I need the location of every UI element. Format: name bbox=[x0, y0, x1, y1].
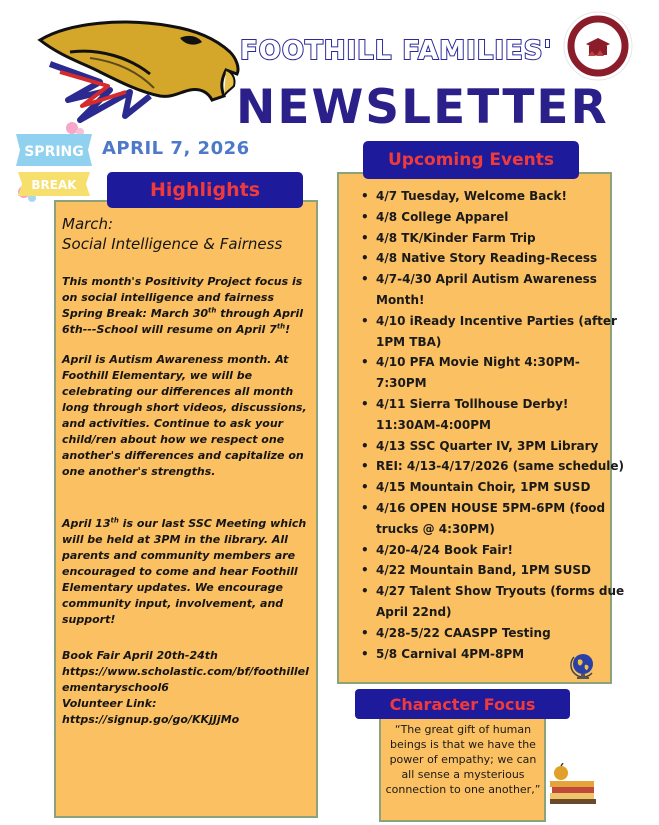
volunteer-label: Volunteer Link: bbox=[62, 697, 157, 710]
globe-icon bbox=[568, 651, 598, 681]
books-apple-icon bbox=[548, 763, 598, 805]
event-item: • 4/20-4/24 Book Fair! bbox=[376, 540, 626, 561]
event-item: • 4/10 PFA Movie Night 4:30PM-7:30PM bbox=[376, 352, 626, 394]
ssc-meeting-paragraph: April 13th is our last SSC Meeting which will be held at 3PM in the library. All parents and community members are encouraged to come and hear Foothill Elementary updates. We encourage community input, involvement, and support! bbox=[62, 516, 307, 626]
event-item: • 4/28-5/22 CAASPP Testing bbox=[376, 623, 626, 644]
event-item: • REI: 4/13-4/17/2026 (same schedule) bbox=[376, 456, 626, 477]
highlights-heading: Highlights bbox=[107, 172, 303, 208]
highlights-focus-heading: Social Intelligence & Fairness bbox=[62, 235, 283, 253]
hawk-mascot-logo bbox=[30, 12, 245, 127]
district-seal-logo bbox=[562, 10, 634, 82]
highlights-month-heading: March: bbox=[62, 215, 114, 233]
positivity-paragraph: This month's Positivity Project focus is on social intelligence and fairness Spring Break: March 30th through April 6th---School will resume on April 7th! bbox=[62, 275, 304, 336]
event-item: • 4/11 Sierra Tollhouse Derby! 11:30AM-4:00PM bbox=[376, 394, 626, 436]
book-fair-paragraph bbox=[62, 648, 312, 728]
character-quote: “The great gift of human beings is that we have the power of empathy; we can all sense a mysterious connection to one another,” bbox=[385, 723, 541, 796]
events-list bbox=[356, 186, 626, 664]
book-fair-dates: Book Fair April 20th-24th bbox=[62, 649, 218, 662]
event-item: • 4/13 SSC Quarter IV, 3PM Library bbox=[376, 436, 626, 457]
spring-break-badge bbox=[12, 120, 98, 206]
character-focus-heading: Character Focus bbox=[355, 689, 570, 719]
event-item: • 4/27 Talent Show Tryouts (forms due April 22nd) bbox=[376, 581, 626, 623]
autism-awareness-paragraph: April is Autism Awareness month. At Foothill Elementary, we will be celebrating our differences all month long through short videos, discussions, and activities. Continue to ask your child/ren about how we respect one another's differences and capitalize on one another's strengths. bbox=[62, 353, 307, 478]
event-item: • 5/8 Carnival 4PM-8PM bbox=[376, 644, 626, 665]
book-fair-link[interactable]: https://www.scholastic.com/bf/foothillelementaryschool6 bbox=[62, 665, 309, 694]
spring-badge-text: SPRING bbox=[24, 144, 84, 160]
event-item: • 4/8 TK/Kinder Farm Trip bbox=[376, 228, 626, 249]
newsletter-title: NEWSLETTER bbox=[236, 80, 609, 135]
event-item: • 4/7 Tuesday, Welcome Back! bbox=[376, 186, 626, 207]
break-badge-text: BREAK bbox=[31, 178, 77, 192]
events-heading: Upcoming Events bbox=[363, 141, 579, 179]
highlights-content bbox=[62, 214, 312, 742]
event-item: • 4/7-4/30 April Autism Awareness Month! bbox=[376, 269, 626, 311]
event-item: • 4/8 College Apparel bbox=[376, 207, 626, 228]
event-item: • 4/10 iReady Incentive Parties (after 1PM TBA) bbox=[376, 311, 626, 353]
event-item: • 4/22 Mountain Band, 1PM SUSD bbox=[376, 560, 626, 581]
event-item: • 4/15 Mountain Choir, 1PM SUSD bbox=[376, 477, 626, 498]
volunteer-link[interactable]: https://signup.go/go/KKjJjMo bbox=[62, 713, 240, 726]
newsletter-subtitle: FOOTHILL FAMILIES' bbox=[240, 36, 553, 66]
newsletter-date: APRIL 7, 2026 bbox=[102, 138, 250, 159]
event-item: • 4/8 Native Story Reading-Recess bbox=[376, 248, 626, 269]
event-item: • 4/16 OPEN HOUSE 5PM-6PM (food trucks @ 4:30PM) bbox=[376, 498, 626, 540]
